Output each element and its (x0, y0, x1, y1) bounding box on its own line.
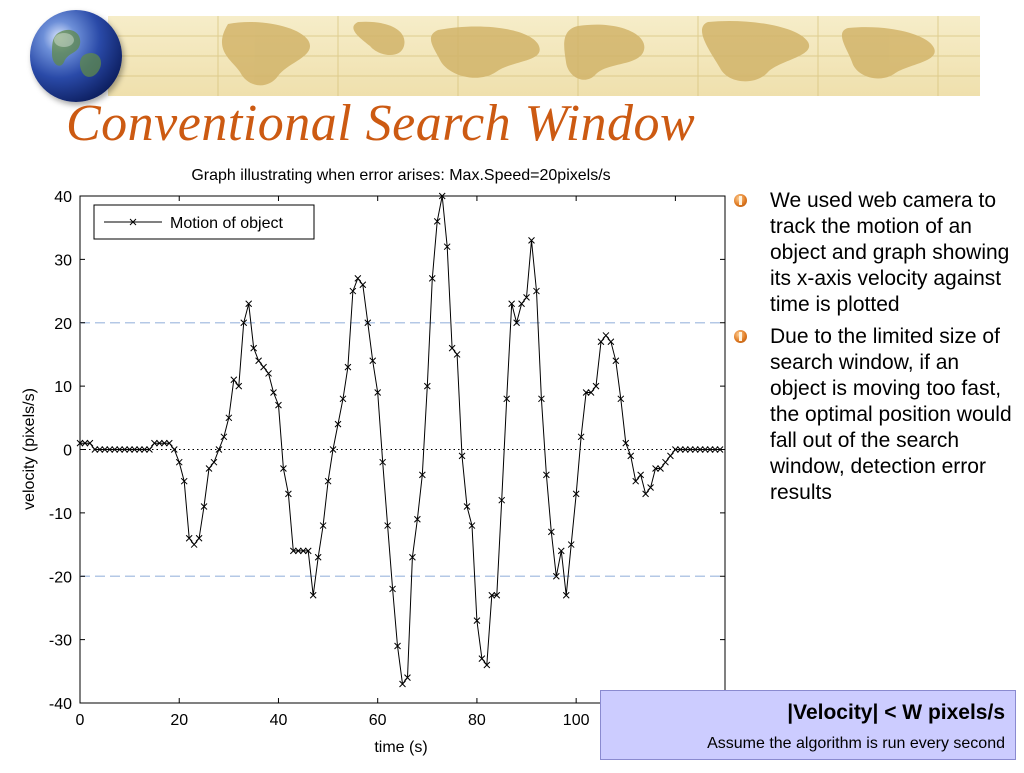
bullet-item (734, 188, 1016, 318)
callout-main-text: |Velocity| < W pixels/s (787, 701, 1005, 724)
velocity-callout (600, 690, 1016, 760)
chart-svg (0, 158, 734, 768)
y-tick-label: 20 (54, 315, 72, 333)
slide-title: Conventional Search Window (66, 95, 696, 152)
bullet-item (734, 324, 1016, 506)
world-map-banner (108, 16, 980, 96)
x-tick-label: 40 (269, 712, 288, 729)
callout-sub-text: Assume the algorithm is run every second (707, 735, 1005, 752)
y-tick-label: 10 (54, 379, 72, 397)
bullet-text: We used web camera to track the motion of an object and graph showing its x-axis velocity against time is plotted (770, 189, 1010, 316)
chart-title: Graph illustrating when error arises: Max.Speed=20pixels/s (191, 167, 611, 184)
bullet-text: Due to the limited size of search window, if an object is moving too fast, the optimal position would fall out of the search window, detection error results (770, 325, 1012, 504)
bullet-icon (734, 194, 747, 207)
bullet-icon (734, 330, 747, 343)
globe-icon (30, 10, 122, 102)
legend-label: Motion of object (170, 215, 283, 232)
y-axis-label: velocity (pixels/s) (21, 388, 38, 510)
bullet-list (734, 188, 1016, 512)
x-tick-label: 20 (170, 712, 189, 729)
y-tick-label: 30 (54, 252, 72, 270)
x-axis-label: time (s) (374, 739, 428, 756)
x-tick-label: 0 (75, 712, 85, 729)
y-tick-label: -20 (48, 569, 72, 587)
velocity-chart (0, 158, 734, 768)
x-tick-label: 100 (562, 712, 590, 729)
y-tick-label: 40 (54, 189, 72, 206)
x-tick-label: 60 (368, 712, 387, 729)
legend (94, 205, 314, 239)
y-tick-label: 0 (63, 442, 72, 460)
y-tick-label: -40 (48, 696, 72, 713)
y-tick-label: -30 (48, 632, 72, 650)
x-tick-label: 80 (468, 712, 486, 729)
y-tick-label: -10 (48, 505, 72, 523)
